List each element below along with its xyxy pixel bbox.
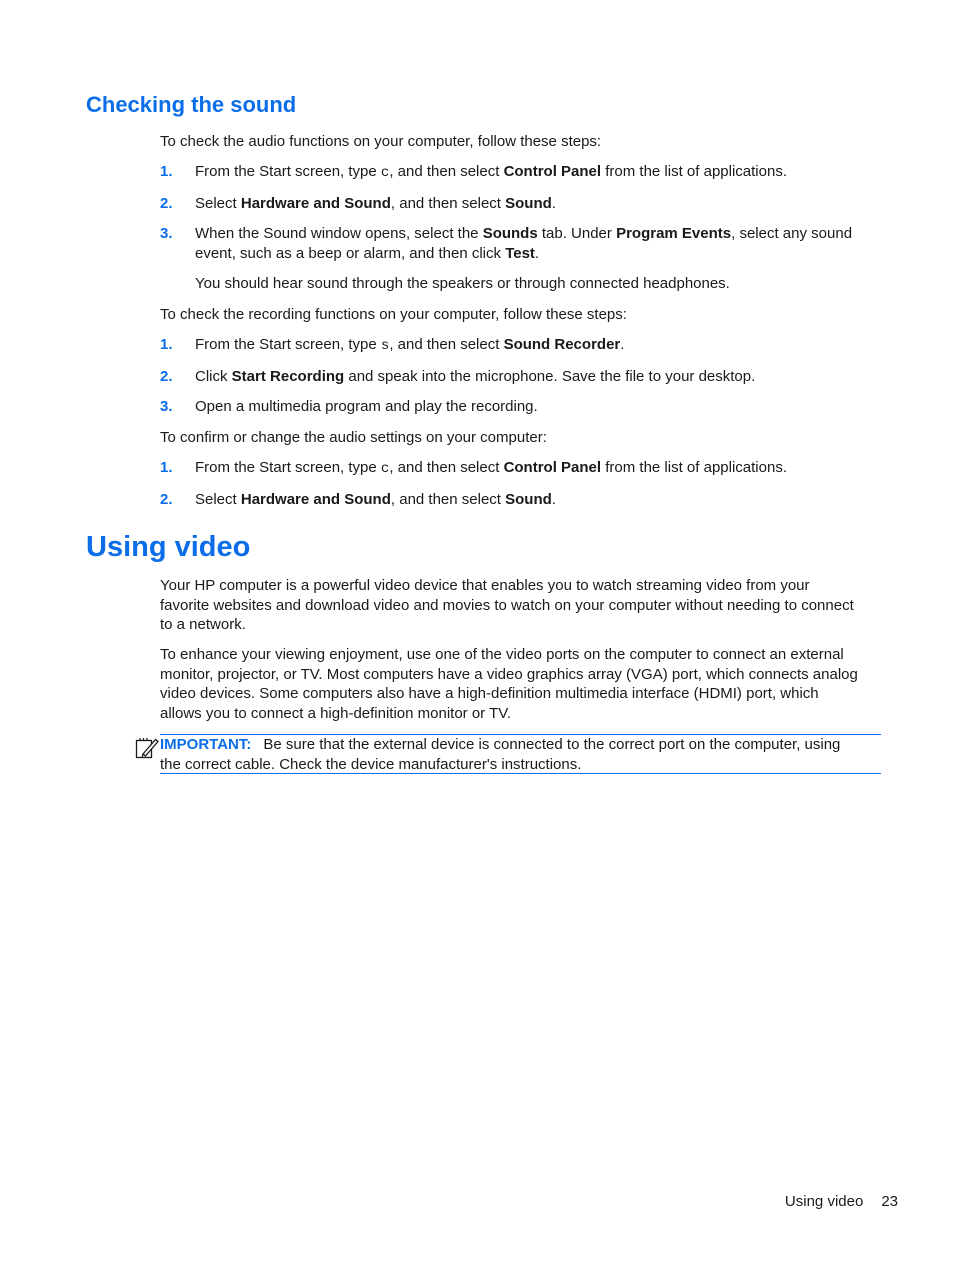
body-paragraph: To enhance your viewing enjoyment, use one of the video ports on the computer to connect an external monitor, projector, or TV. Most computers have a video graphics array (VGA) port, which connects analog video devices. Some computers also have a high-definition multimedia interface (HDMI) port, which allows you to connect a high-definition monitor or TV. bbox=[160, 646, 858, 722]
step-number: 2. bbox=[160, 195, 173, 212]
important-label: IMPORTANT: bbox=[160, 736, 252, 753]
step-text: Select Hardware and Sound, and then select Sound. bbox=[195, 491, 556, 508]
step-text: Select Hardware and Sound, and then select Sound. bbox=[195, 195, 556, 212]
step-text: When the Sound window opens, select the Sounds tab. Under Program Events, select any sound event, such as a beep or alarm, and then click Test. bbox=[195, 225, 853, 262]
section-heading-checking-sound: Checking the sound bbox=[86, 92, 297, 117]
important-note bbox=[160, 734, 881, 774]
page-footer bbox=[700, 1192, 898, 1211]
section-heading-using-video: Using video bbox=[86, 531, 251, 563]
important-note-text: IMPORTANT: Be sure that the external device is connected to the correct port on the computer, using the correct cable. Check the device manufacturer's instructions. bbox=[160, 736, 841, 773]
intro-paragraph: To check the recording functions on your computer, follow these steps: bbox=[160, 306, 627, 323]
step-number: 2. bbox=[160, 368, 173, 385]
step-text: From the Start screen, type c, and then select Control Panel from the list of applications. bbox=[195, 459, 787, 477]
step-number: 2. bbox=[160, 491, 173, 508]
step-text: Click Start Recording and speak into the microphone. Save the file to your desktop. bbox=[195, 368, 756, 385]
intro-paragraph: To check the audio functions on your computer, follow these steps: bbox=[160, 133, 602, 150]
step-text: Open a multimedia program and play the recording. bbox=[195, 398, 538, 415]
step-text: From the Start screen, type c, and then select Control Panel from the list of applications. bbox=[195, 163, 787, 181]
page-number: 23 bbox=[881, 1193, 898, 1210]
step-number: 1. bbox=[160, 459, 173, 476]
step-followup-text: You should hear sound through the speakers or through connected headphones. bbox=[195, 275, 730, 292]
step-number: 1. bbox=[160, 163, 173, 180]
footer-section-title: Using video bbox=[784, 1193, 864, 1210]
step-text: From the Start screen, type s, and then select Sound Recorder. bbox=[195, 336, 625, 354]
body-paragraph: Your HP computer is a powerful video device that enables you to watch streaming video from your favorite websites and download video and movies to watch on your computer without needing to connect to a network. bbox=[160, 577, 854, 633]
step-number: 3. bbox=[160, 225, 173, 242]
step-number: 3. bbox=[160, 398, 173, 415]
intro-paragraph: To confirm or change the audio settings on your computer: bbox=[160, 429, 547, 446]
step-number: 1. bbox=[160, 336, 173, 353]
note-pencil-icon bbox=[135, 736, 159, 760]
